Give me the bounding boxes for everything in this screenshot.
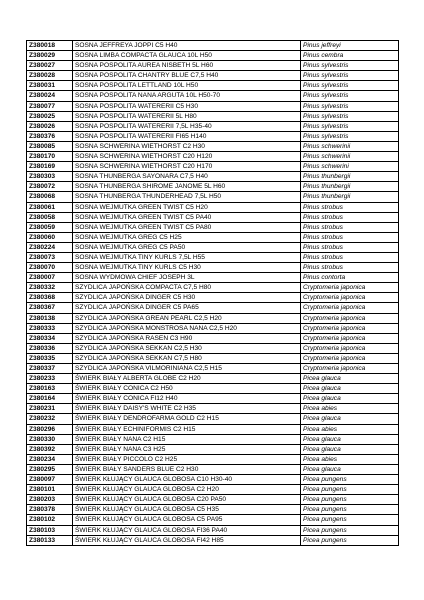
table-row <box>27 41 399 51</box>
product-code-cell: Z380334 <box>27 333 73 343</box>
latin-name-cell: Pinus strobus <box>301 252 399 262</box>
product-name-cell: SZYDLICA JAPOŃSKA RASEN C3 H90 <box>73 333 301 343</box>
latin-name-cell: Pinus thunbergii <box>301 192 399 202</box>
latin-name-cell: Cryptomeria japonica <box>301 303 399 313</box>
latin-name-cell: Picea abies <box>301 424 399 434</box>
table-row <box>27 394 399 404</box>
latin-name-cell: Pinus sylvestris <box>301 131 399 141</box>
product-code-cell: Z380028 <box>27 71 73 81</box>
product-name-cell: SOSNA WYDMOWA CHIEF JOSEPH 3L <box>73 273 301 283</box>
latin-name-cell: Picea glauca <box>301 434 399 444</box>
table-row <box>27 162 399 172</box>
latin-name-cell: Pinus strobus <box>301 242 399 252</box>
product-code-cell: Z380031 <box>27 81 73 91</box>
table-row <box>27 313 399 323</box>
latin-name-cell: Pinus strobus <box>301 263 399 273</box>
latin-name-cell: Cryptomeria japonica <box>301 283 399 293</box>
latin-name-cell: Pinus sylvestris <box>301 101 399 111</box>
table-row <box>27 323 399 333</box>
latin-name-cell: Pinus thunbergii <box>301 172 399 182</box>
product-name-cell: SOSNA SCHWERINA WIETHORST C2 H30 <box>73 141 301 151</box>
product-name-cell: ŚWIERK BIAŁY CONICA FI12 H40 <box>73 394 301 404</box>
table-row <box>27 202 399 212</box>
table-row <box>27 252 399 262</box>
latin-name-cell: Picea glauca <box>301 384 399 394</box>
table-row <box>27 232 399 242</box>
latin-name-cell: Pinus strobus <box>301 212 399 222</box>
product-code-cell: Z380233 <box>27 374 73 384</box>
table-row <box>27 333 399 343</box>
latin-name-cell: Picea pungens <box>301 505 399 515</box>
table-row <box>27 121 399 131</box>
latin-name-cell: Picea glauca <box>301 444 399 454</box>
latin-name-cell: Picea abies <box>301 454 399 464</box>
latin-name-cell: Cryptomeria japonica <box>301 333 399 343</box>
latin-name-cell: Pinus strobus <box>301 202 399 212</box>
product-name-cell: ŚWIERK BIAŁY ALBERTA GLOBE C2 H20 <box>73 374 301 384</box>
product-name-cell: SZYDLICA JAPOŃSKA GREAN PEARL C2,5 H20 <box>73 313 301 323</box>
product-code-cell: Z380163 <box>27 384 73 394</box>
latin-name-cell: Pinus schwerini <box>301 162 399 172</box>
latin-name-cell: Picea pungens <box>301 515 399 525</box>
product-name-cell: SOSNA POSPOLITA AUREA NISBETH 5L H60 <box>73 61 301 71</box>
latin-name-cell: Cryptomeria japonica <box>301 343 399 353</box>
latin-name-cell: Picea glauca <box>301 464 399 474</box>
table-row <box>27 303 399 313</box>
product-name-cell: ŚWIERK KŁUJĄCY GLAUCA GLOBOSA C5 PA95 <box>73 515 301 525</box>
product-name-cell: SOSNA POSPOLITA WATERERII C5 H30 <box>73 101 301 111</box>
table-row <box>27 141 399 151</box>
table-row <box>27 434 399 444</box>
product-name-cell: ŚWIERK BIAŁY SANDERS BLUE C2 H30 <box>73 464 301 474</box>
product-code-cell: Z380295 <box>27 464 73 474</box>
product-name-cell: SOSNA WEJMUTKA GREEN TWIST C5 H20 <box>73 202 301 212</box>
table-row <box>27 414 399 424</box>
table-row <box>27 404 399 414</box>
latin-name-cell: Picea pungens <box>301 535 399 545</box>
latin-name-cell: Pinus sylvestris <box>301 121 399 131</box>
product-code-cell: Z380007 <box>27 273 73 283</box>
product-name-cell: SOSNA THUNBERGA THUNDERHEAD 7,5L H50 <box>73 192 301 202</box>
latin-name-cell: Cryptomeria japonica <box>301 353 399 363</box>
product-code-cell: Z380169 <box>27 162 73 172</box>
product-name-cell: ŚWIERK KŁUJĄCY GLAUCA GLOBOSA FI36 PA40 <box>73 525 301 535</box>
latin-name-cell: Cryptomeria japonica <box>301 293 399 303</box>
latin-name-cell: Picea glauca <box>301 414 399 424</box>
product-code-cell: Z380332 <box>27 283 73 293</box>
product-name-cell: SOSNA WEJMUTKA TINY KURLS C5 H30 <box>73 263 301 273</box>
product-code-cell: Z380102 <box>27 515 73 525</box>
latin-name-cell: Pinus contorta <box>301 273 399 283</box>
table-row <box>27 374 399 384</box>
table-row <box>27 81 399 91</box>
latin-name-cell: Pinus schwerinii <box>301 152 399 162</box>
product-name-cell: ŚWIERK BIAŁY ECHINIFORMIS C2 H15 <box>73 424 301 434</box>
product-name-cell: SOSNA POSPOLITA WATERERII 7,5L H35-40 <box>73 121 301 131</box>
product-name-cell: SOSNA WEJMUTKA GREG C5 PA50 <box>73 242 301 252</box>
table-row <box>27 51 399 61</box>
product-code-cell: Z380018 <box>27 41 73 51</box>
table-row <box>27 192 399 202</box>
latin-name-cell: Pinus sylvestris <box>301 91 399 101</box>
latin-name-cell: Pinus strobus <box>301 232 399 242</box>
product-code-cell: Z380337 <box>27 364 73 374</box>
product-code-cell: Z380070 <box>27 263 73 273</box>
product-code-cell: Z380232 <box>27 414 73 424</box>
product-code-cell: Z380170 <box>27 152 73 162</box>
product-code-cell: Z380376 <box>27 131 73 141</box>
product-code-cell: Z380103 <box>27 525 73 535</box>
latin-name-cell: Picea abies <box>301 404 399 414</box>
product-name-cell: SZYDLICA JAPOŃSKA VILMORINIANA C2,5 H15 <box>73 364 301 374</box>
product-name-cell: SOSNA SCHWERINA WIETHORST C20 H120 <box>73 152 301 162</box>
product-name-cell: SOSNA POSPOLITA LETTLAND 10L H50 <box>73 81 301 91</box>
product-name-cell: ŚWIERK BIAŁY PICCOLO C2 H25 <box>73 454 301 464</box>
table-row <box>27 454 399 464</box>
latin-name-cell: Pinus cembra <box>301 51 399 61</box>
table-row <box>27 535 399 545</box>
table-row <box>27 364 399 374</box>
product-code-cell: Z380059 <box>27 222 73 232</box>
product-table <box>26 40 399 546</box>
table-row <box>27 384 399 394</box>
latin-name-cell: Picea pungens <box>301 475 399 485</box>
product-code-cell: Z380392 <box>27 444 73 454</box>
table-row <box>27 222 399 232</box>
table-row <box>27 91 399 101</box>
product-code-cell: Z380234 <box>27 454 73 464</box>
table-row <box>27 464 399 474</box>
product-code-cell: Z380061 <box>27 202 73 212</box>
product-code-cell: Z380133 <box>27 535 73 545</box>
product-name-cell: SOSNA POSPOLITA CHANTRY BLUE C7,5 H40 <box>73 71 301 81</box>
table-row <box>27 353 399 363</box>
product-name-cell: ŚWIERK KŁUJĄCY GLAUCA GLOBOSA C20 PA50 <box>73 495 301 505</box>
table-row <box>27 525 399 535</box>
product-code-cell: Z380367 <box>27 303 73 313</box>
latin-name-cell: Cryptomeria japonica <box>301 313 399 323</box>
latin-name-cell: Pinus thunbergii <box>301 182 399 192</box>
product-code-cell: Z380330 <box>27 434 73 444</box>
product-code-cell: Z380027 <box>27 61 73 71</box>
product-name-cell: SZYDLICA JAPOŃSKA COMPACTA C7,5 H80 <box>73 283 301 293</box>
product-name-cell: SOSNA WEJMUTKA GREG C5 H25 <box>73 232 301 242</box>
product-name-cell: SOSNA JEFFREYA JOPPI C5 H40 <box>73 41 301 51</box>
product-code-cell: Z380203 <box>27 495 73 505</box>
product-name-cell: ŚWIERK KŁUJĄCY GLAUCA GLOBOSA C10 H30-40 <box>73 475 301 485</box>
product-code-cell: Z380072 <box>27 182 73 192</box>
product-name-cell: ŚWIERK BIAŁY NANA C3 H25 <box>73 444 301 454</box>
product-code-cell: Z380303 <box>27 172 73 182</box>
table-row <box>27 263 399 273</box>
latin-name-cell: Pinus schwerinii <box>301 141 399 151</box>
product-name-cell: SZYDLICA JAPOŃSKA MONSTROSA NANA C2,5 H20 <box>73 323 301 333</box>
product-name-cell: SOSNA WEJMUTKA TINY KURLS 7,5L H55 <box>73 252 301 262</box>
table-row <box>27 111 399 121</box>
product-name-cell: SOSNA SCHWERINA WIETHORST C20 H170 <box>73 162 301 172</box>
latin-name-cell: Pinus sylvestris <box>301 61 399 71</box>
document-page <box>26 40 398 546</box>
table-row <box>27 485 399 495</box>
product-code-cell: Z380333 <box>27 323 73 333</box>
product-code-cell: Z380058 <box>27 212 73 222</box>
table-row <box>27 182 399 192</box>
product-code-cell: Z380097 <box>27 475 73 485</box>
table-row <box>27 273 399 283</box>
table-row <box>27 515 399 525</box>
latin-name-cell: Picea glauca <box>301 394 399 404</box>
product-code-cell: Z380029 <box>27 51 73 61</box>
product-name-cell: ŚWIERK KŁUJĄCY GLAUCA GLOBOSA C2 H20 <box>73 485 301 495</box>
product-name-cell: ŚWIERK BIAŁY DENDROFARMA GOLD C2 H15 <box>73 414 301 424</box>
product-name-cell: SOSNA THUNBERGA SHIROME JANOME 5L H60 <box>73 182 301 192</box>
table-row <box>27 212 399 222</box>
product-name-cell: ŚWIERK BIAŁY CONICA C2 H50 <box>73 384 301 394</box>
product-code-cell: Z380077 <box>27 101 73 111</box>
product-code-cell: Z380060 <box>27 232 73 242</box>
product-name-cell: ŚWIERK BIAŁY NANA C2 H15 <box>73 434 301 444</box>
product-name-cell: SZYDLICA JAPOŃSKA DINGER C5 PA65 <box>73 303 301 313</box>
table-row <box>27 343 399 353</box>
product-name-cell: SZYDLICA JAPOŃSKA SEKKAN C2,5 H30 <box>73 343 301 353</box>
latin-name-cell: Pinus sylvestris <box>301 111 399 121</box>
table-row <box>27 505 399 515</box>
table-row <box>27 71 399 81</box>
product-code-cell: Z380026 <box>27 121 73 131</box>
product-name-cell: SOSNA THUNBERGA SAYONARA C7,5 H40 <box>73 172 301 182</box>
latin-name-cell: Pinus jeffreyi <box>301 41 399 51</box>
product-name-cell: SZYDLICA JAPOŃSKA SEKKAN C7,5 H80 <box>73 353 301 363</box>
table-row <box>27 131 399 141</box>
latin-name-cell: Picea pungens <box>301 525 399 535</box>
table-row <box>27 61 399 71</box>
product-code-cell: Z380336 <box>27 343 73 353</box>
table-row <box>27 495 399 505</box>
product-code-cell: Z380296 <box>27 424 73 434</box>
product-code-cell: Z380378 <box>27 505 73 515</box>
product-code-cell: Z380073 <box>27 252 73 262</box>
latin-name-cell: Cryptomeria japonica <box>301 364 399 374</box>
product-name-cell: SOSNA POSPOLITA NANA ARGUTA 10L H50-70 <box>73 91 301 101</box>
latin-name-cell: Cryptomeria japonica <box>301 323 399 333</box>
table-row <box>27 172 399 182</box>
product-name-cell: SOSNA POSPOLITA WATERERII FI65 H140 <box>73 131 301 141</box>
latin-name-cell: Pinus sylvestris <box>301 71 399 81</box>
product-code-cell: Z380101 <box>27 485 73 495</box>
product-code-cell: Z380368 <box>27 293 73 303</box>
table-row <box>27 475 399 485</box>
product-name-cell: SOSNA POSPOLITA WATERERII 5L H80 <box>73 111 301 121</box>
table-row <box>27 293 399 303</box>
table-row <box>27 101 399 111</box>
product-table-body <box>27 41 399 546</box>
product-code-cell: Z380025 <box>27 111 73 121</box>
product-code-cell: Z380224 <box>27 242 73 252</box>
table-row <box>27 424 399 434</box>
table-row <box>27 152 399 162</box>
product-name-cell: ŚWIERK BIAŁY DAISY'S WHITE C2 H35 <box>73 404 301 414</box>
table-row <box>27 283 399 293</box>
product-name-cell: SZYDLICA JAPOŃSKA DINGER C5 H30 <box>73 293 301 303</box>
latin-name-cell: Picea pungens <box>301 485 399 495</box>
product-code-cell: Z380164 <box>27 394 73 404</box>
product-name-cell: SOSNA LIMBA COMPACTA GLAUCA 10L H50 <box>73 51 301 61</box>
product-code-cell: Z380138 <box>27 313 73 323</box>
latin-name-cell: Pinus sylvestris <box>301 81 399 91</box>
latin-name-cell: Picea pungens <box>301 495 399 505</box>
table-row <box>27 242 399 252</box>
latin-name-cell: Pinus strobus <box>301 222 399 232</box>
product-code-cell: Z380068 <box>27 192 73 202</box>
product-name-cell: SOSNA WEJMUTKA GREEN TWIST C5 PA80 <box>73 222 301 232</box>
product-name-cell: SOSNA WEJMUTKA GREEN TWIST C5 PA40 <box>73 212 301 222</box>
table-row <box>27 444 399 454</box>
product-name-cell: ŚWIERK KŁUJĄCY GLAUCA GLOBOSA FI42 H85 <box>73 535 301 545</box>
product-code-cell: Z380024 <box>27 91 73 101</box>
latin-name-cell: Picea glauca <box>301 374 399 384</box>
product-code-cell: Z380085 <box>27 141 73 151</box>
product-name-cell: ŚWIERK KŁUJĄCY GLAUCA GLOBOSA C5 H35 <box>73 505 301 515</box>
product-code-cell: Z380335 <box>27 353 73 363</box>
product-code-cell: Z380231 <box>27 404 73 414</box>
